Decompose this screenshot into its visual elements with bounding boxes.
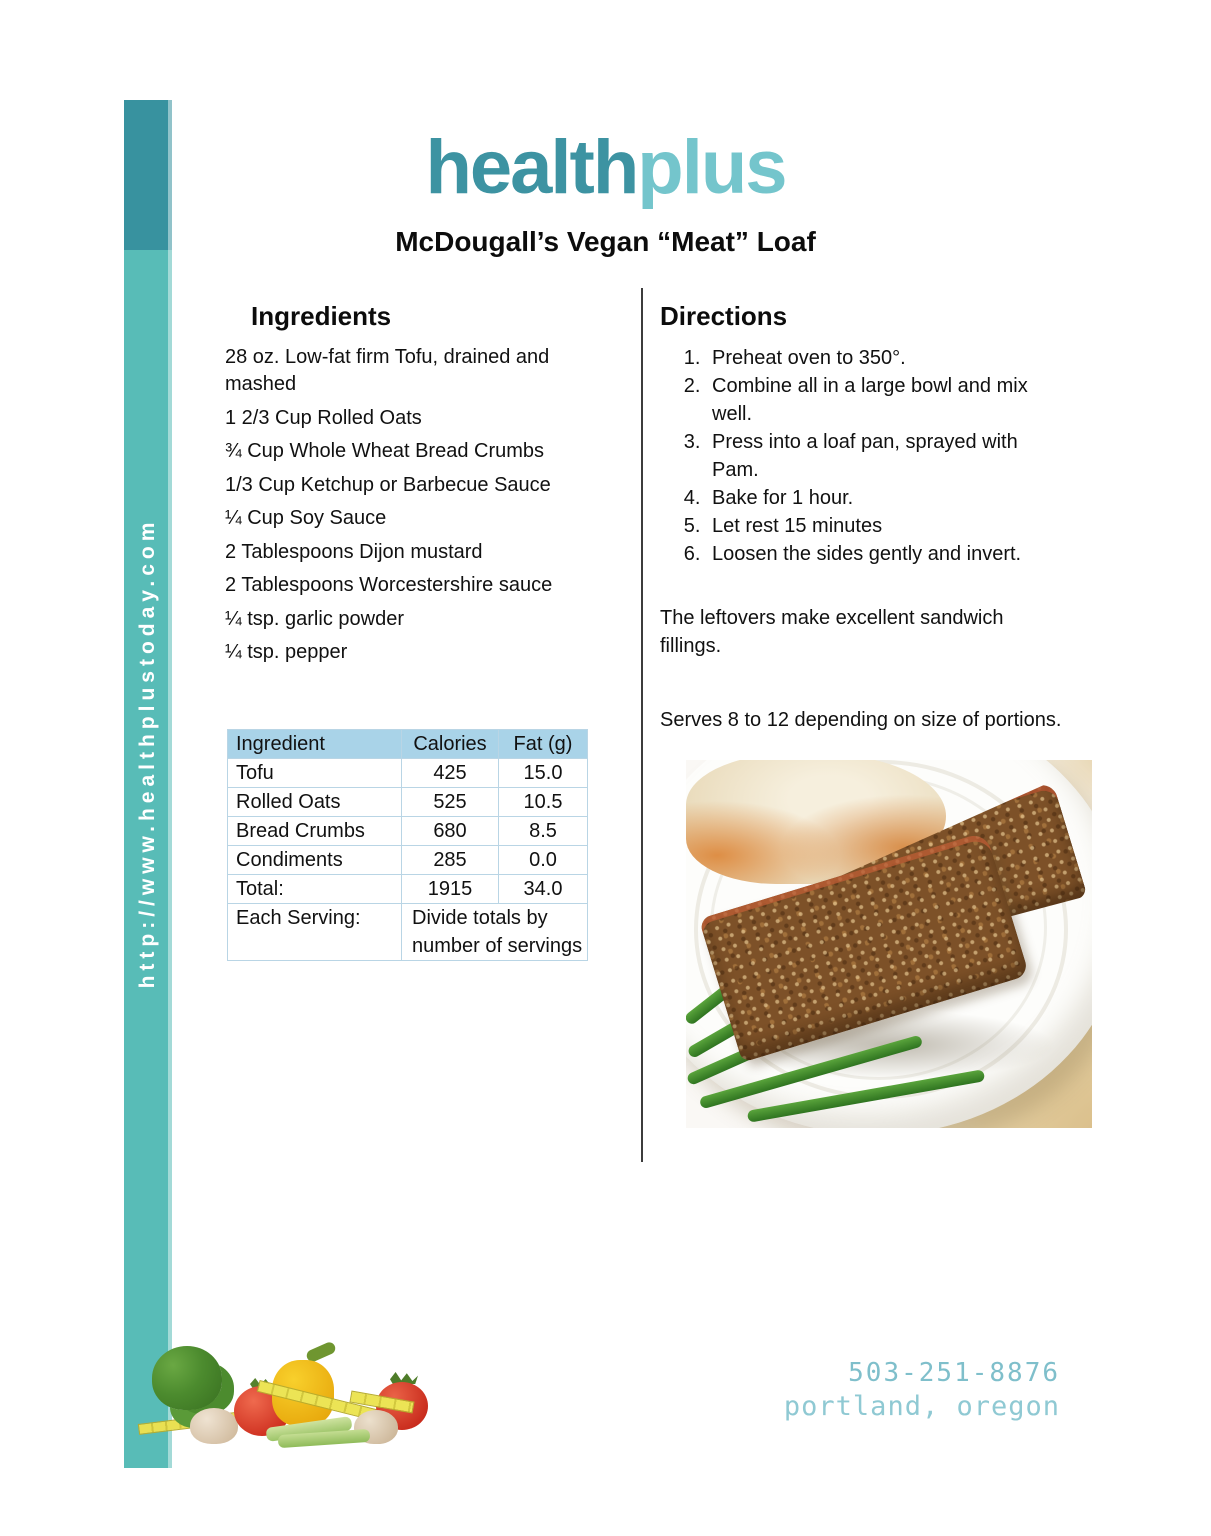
table-total-row	[228, 875, 588, 904]
direction-step: 3. Press into a loaf pan, sprayed with Pam.	[706, 428, 1068, 484]
location-text: portland, oregon	[783, 1391, 1060, 1422]
sidebar-edge-highlight	[168, 100, 172, 1468]
phone-number: 503-251-8876	[848, 1358, 1060, 1388]
ingredients-heading: Ingredients	[251, 301, 392, 331]
cell-fat: 0.0	[499, 846, 588, 875]
mushroom-shape	[190, 1408, 238, 1444]
cell-ingredient: Bread Crumbs	[228, 817, 402, 846]
direction-step: 5. Let rest 15 minutes	[706, 512, 1068, 540]
directions-heading: Directions	[660, 301, 788, 331]
cell-calories: 285	[402, 846, 499, 875]
cell-serving-label: Each Serving:	[228, 904, 402, 961]
table-row	[228, 788, 588, 817]
meatloaf-plate-photo	[686, 760, 1092, 1128]
direction-step: 6. Loosen the sides gently and invert.	[706, 540, 1068, 568]
cell-fat: 8.5	[499, 817, 588, 846]
ingredient-item: 2 Tablespoons Dijon mustard	[225, 540, 483, 563]
healthplus-logo	[0, 125, 1211, 210]
cell-calories: 425	[402, 759, 499, 788]
sidebar-bar	[124, 100, 172, 1468]
cell-serving-value: Divide totals by number of servings	[402, 904, 588, 961]
page-title: McDougall’s Vegan “Meat” Loaf	[395, 226, 816, 257]
ingredient-item: 1 2/3 Cup Rolled Oats	[225, 406, 422, 429]
logo-part-plus: plus	[637, 125, 786, 210]
cell-total-fat: 34.0	[499, 875, 588, 904]
ingredient-item: 2 Tablespoons Worcestershire sauce	[225, 574, 553, 596]
ingredient-item: ¼ Cup Soy Sauce	[225, 507, 387, 529]
ingredient-item: ¼ tsp. pepper	[225, 641, 348, 663]
cell-total-label: Total:	[228, 875, 402, 904]
ingredient-item: 28 oz. Low-fat firm Tofu, drained and mashed	[225, 346, 550, 395]
column-header-ingredient: Ingredient	[228, 730, 402, 759]
ingredient-item: ¼ tsp. garlic powder	[225, 607, 404, 630]
direction-step: 1. Preheat oven to 350°.	[706, 344, 1068, 372]
table-row	[228, 817, 588, 846]
cell-total-calories: 1915	[402, 875, 499, 904]
vegetables-measuring-tape-photo	[138, 1338, 410, 1446]
table-header-row	[228, 730, 588, 759]
cell-calories: 680	[402, 817, 499, 846]
table-row	[228, 759, 588, 788]
column-header-fat: Fat (g)	[499, 730, 588, 759]
column-header-calories: Calories	[402, 730, 499, 759]
contact-block	[660, 1358, 1060, 1422]
broccoli-shape	[152, 1346, 222, 1410]
cell-fat: 10.5	[499, 788, 588, 817]
direction-step: 2. Combine all in a large bowl and mix well.	[706, 372, 1068, 428]
directions-section	[660, 301, 1136, 734]
cell-ingredient: Rolled Oats	[228, 788, 402, 817]
ingredients-section	[225, 301, 625, 673]
table-serving-row	[228, 904, 588, 961]
cell-ingredient: Condiments	[228, 846, 402, 875]
servings-note: Serves 8 to 12 depending on size of portions.	[660, 709, 1062, 731]
logo-part-health: health	[425, 125, 638, 210]
nutrition-table	[227, 729, 588, 961]
column-divider	[641, 288, 643, 1162]
ingredient-item: ¾ Cup Whole Wheat Bread Crumbs	[225, 440, 545, 462]
ingredient-item: 1/3 Cup Ketchup or Barbecue Sauce	[225, 473, 551, 496]
table-row	[228, 846, 588, 875]
cell-calories: 525	[402, 788, 499, 817]
cell-ingredient: Tofu	[228, 759, 402, 788]
cell-fat: 15.0	[499, 759, 588, 788]
directions-list	[660, 344, 1136, 568]
sidebar-website-url: http://www.healthplustoday.com	[136, 517, 159, 989]
leftovers-note: The leftovers make excellent sandwich fillings.	[660, 607, 1004, 657]
direction-step: 4. Bake for 1 hour.	[706, 484, 1068, 512]
